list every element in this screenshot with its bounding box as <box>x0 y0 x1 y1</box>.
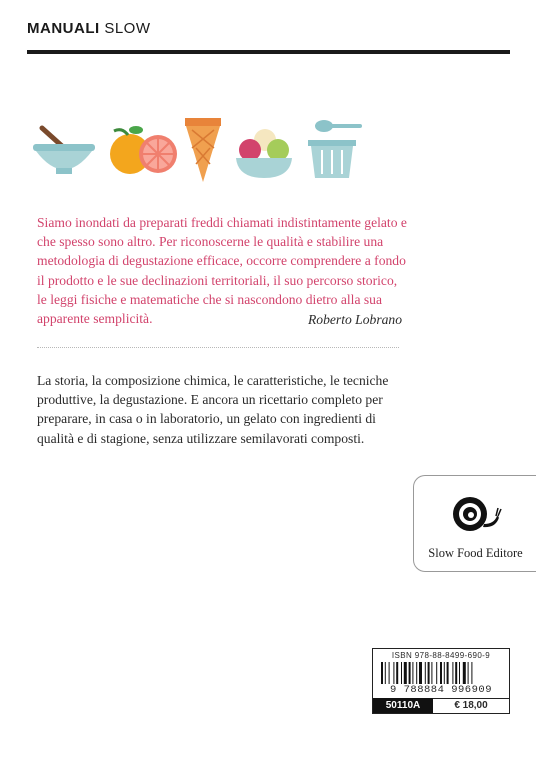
gelato-tub-icon <box>308 120 360 178</box>
publisher-name: Slow Food Editore <box>428 546 523 560</box>
price: € 18,00 <box>433 698 509 713</box>
series-title <box>27 20 151 37</box>
quote-author: Roberto Lobrano <box>307 312 402 327</box>
quote-text: Siamo inondati da preparati freddi chiamati indistintamente gelato e che spesso sono altro. Per riconoscerne le qualità e stabilire una metodologia di degustazione efficace, occorre comprendere a fondo il prodotto e le sue declinazioni territoriali, il suo percorso storico, le leggi fisiche e matematiche che si nascondono dietro alla sua apparente semplicità. <box>37 215 407 327</box>
icon-row <box>30 118 370 188</box>
description-text: La storia, la composizione chimica, le caratteristiche, le tecniche produttive, la degustazione. E ancora un ricettario completo per preparare, in casa o in laboratorio, un gelato con ingredienti di qualità e di stagione, senza utilizzare semilavorati composti. <box>37 373 389 446</box>
series-name-bold: MANUALI <box>27 20 100 37</box>
orange-grapefruit-icon <box>110 126 177 174</box>
header-rule <box>27 50 510 54</box>
ean-number: 9 788884 996909 <box>389 684 492 696</box>
gelato-cup-icon <box>236 129 292 178</box>
dotted-divider <box>37 347 399 348</box>
snail-logo-icon <box>450 494 502 534</box>
bowl-with-spoon-icon <box>33 128 95 174</box>
series-name-light: SLOW <box>104 20 151 37</box>
isbn-text: ISBN 978-88-8499-690-9 <box>391 651 491 660</box>
publisher-tab <box>413 475 536 572</box>
barcode-icon <box>381 662 501 684</box>
barcode-box <box>372 648 510 714</box>
product-code: 50110A <box>373 698 433 713</box>
ice-cream-cone-icon <box>185 118 221 182</box>
